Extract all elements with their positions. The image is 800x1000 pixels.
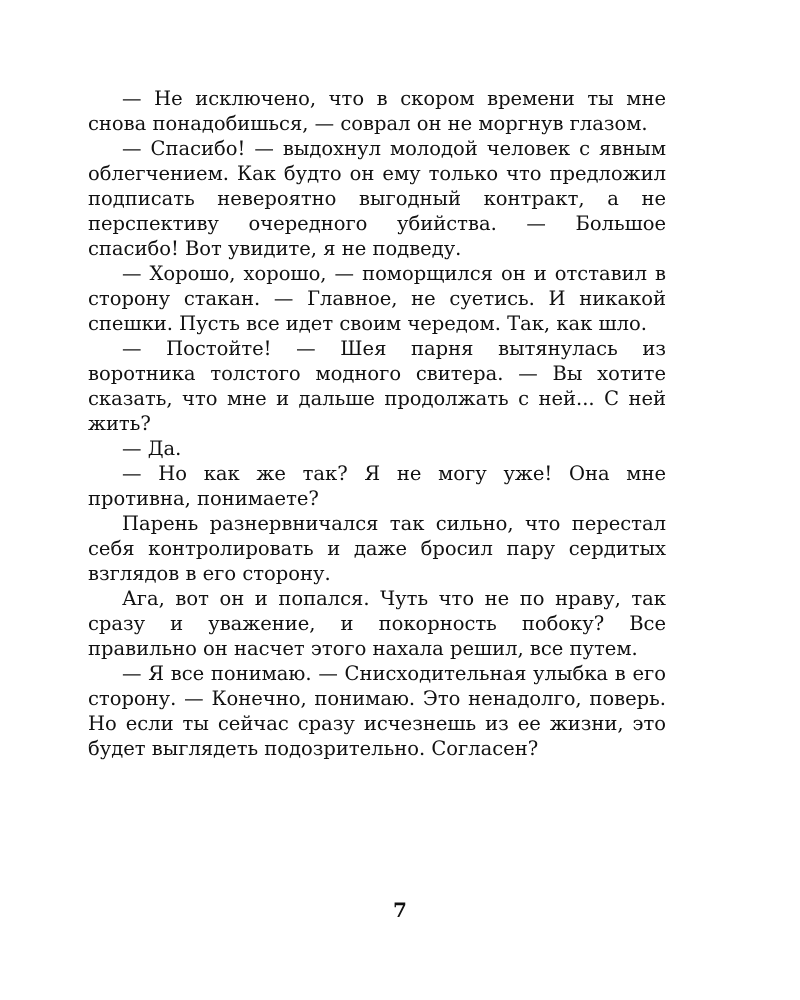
paragraph: Ага, вот он и попался. Чуть что не по нраву, так сразу и уважение, и покорность побоку? Все правильно он насчет этого нахала решил, все путем. bbox=[88, 587, 666, 660]
paragraph: — Я все понимаю. — Снисходительная улыбка в его сторону. — Конечно, понимаю. Это ненадолго, поверь. Но если ты сейчас сразу исчезнешь из ее жизни, это будет выглядеть подозрительно. Согласен? bbox=[88, 662, 666, 760]
page-number: 7 bbox=[393, 898, 407, 922]
paragraph: — Но как же так? Я не могу уже! Она мне противна, понимаете? bbox=[88, 462, 666, 510]
paragraph: — Спасибо! — выдохнул молодой человек с явным облегчением. Как будто он ему только что предложил подписать невероятно выгодный контракт, а не перспективу очередного убийства. — Большое спасибо! Вот увидите, я не подведу. bbox=[88, 137, 666, 260]
paragraph: — Да. bbox=[122, 437, 182, 460]
paragraph: Парень разнервничался так сильно, что перестал себя контролировать и даже бросил пару сердитых взглядов в его сторону. bbox=[88, 512, 666, 585]
paragraph: — Постойте! — Шея парня вытянулась из воротника толстого модного свитера. — Вы хотите сказать, что мне и дальше продолжать с ней... С ней жить? bbox=[88, 337, 666, 435]
paragraph: — Не исключено, что в скором времени ты мне снова понадобишься, — соврал он не моргнув глазом. bbox=[88, 87, 666, 135]
paragraph: — Хорошо, хорошо, — поморщился он и отставил в сторону стакан. — Главное, не суетись. И никакой спешки. Пусть все идет своим чередом. Так, как шло. bbox=[88, 262, 666, 335]
page-body bbox=[88, 86, 666, 761]
